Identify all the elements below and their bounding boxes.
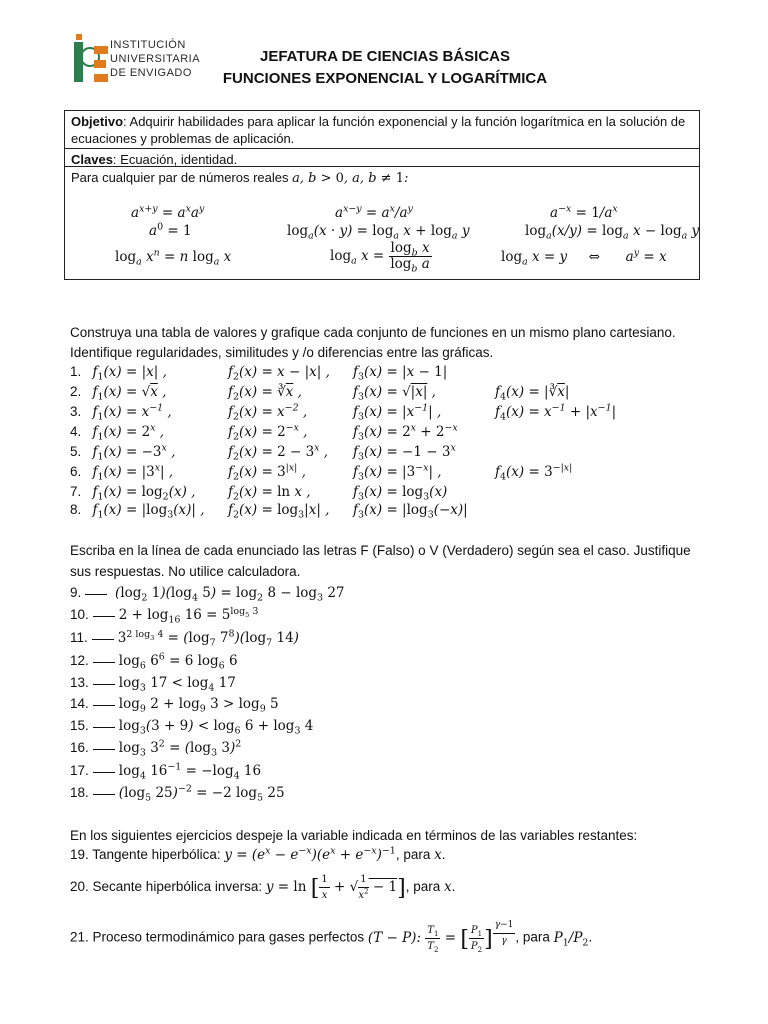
answer-blank-15[interactable] bbox=[93, 727, 115, 728]
formula-change-of-base: $\log_a x$ = $\frac{\log_b x}{\log_b a}$ bbox=[330, 240, 430, 275]
objective-row bbox=[65, 111, 699, 149]
formula-log-product: $\log_a(x \cdot y) = \log_a x + \log_a y$ bbox=[287, 223, 470, 242]
statement-18: 18. ($\log_5$ 25)$^{-2}$ = −2 $\log_5 25$ bbox=[70, 783, 285, 804]
keys-row bbox=[65, 149, 699, 167]
exercise-19-label: 19. Tangente hiperbólica: bbox=[70, 847, 221, 862]
department-title: JEFATURA DE CIENCIAS BÁSICAS bbox=[259, 48, 511, 65]
set-3-f2: $f_2(x) = x^{-2}$ , bbox=[228, 402, 308, 423]
exercise-20-tail: , para bbox=[405, 879, 441, 894]
set-2-f1: 2. $f_1(x) = √x$ , bbox=[70, 384, 167, 403]
formula-log-quotient: $\log_a(x/y) = \log_a x - \log_a y$ bbox=[525, 223, 700, 242]
set-7-f2: $f_2(x) = \ln x$ , bbox=[228, 484, 311, 503]
set-7-f3: $f_3(x) = \log_3(x)$ bbox=[353, 484, 448, 503]
formula-exp-sum: $a^{x+y} = a^xa^y$ bbox=[131, 203, 205, 221]
set-2-f3: $f_3(x) = √|x|$ , bbox=[353, 384, 436, 403]
set-6-f2: $f_2(x) = 3^{|x|}$ , bbox=[228, 462, 306, 483]
set-2-f2: $f_2(x)$ = $∛\overline{x}$ , bbox=[228, 384, 302, 403]
answer-blank-11[interactable] bbox=[92, 639, 114, 640]
exercise-21: 21. Proceso termodinámico para gases perfectos (T − P): $\frac{T_1}{T_2}$ = [ $\frac{P_1}{P_2}$ ] $^{\frac{\gamma-1}{\gamma}}$ , para $P_1/P_2$. bbox=[70, 920, 593, 954]
statement-17: 17. $\log_4 16^{-1} = -\log_4$ 16 bbox=[70, 761, 262, 782]
set-4-f3: $f_3(x) = 2^x + 2^{-x}$ bbox=[353, 422, 458, 443]
statement-11: 11. $3^{2 log_3 4} = (\log_7$ $7^8)(\log_7$ 14) bbox=[70, 628, 299, 649]
logo-line-1: INSTITUCIÓN bbox=[110, 39, 186, 51]
statement-16: 16. $\log_3 3^2 = (\log_3$ 3)$^2$ bbox=[70, 738, 242, 759]
section2-instruction-line2: sus respuestas. No utilice calculadora. bbox=[70, 564, 301, 579]
set-1-f1: 1. $f_1(x) = |x|$ , bbox=[70, 364, 167, 383]
objective-label: Objetivo bbox=[71, 114, 124, 129]
set-5-f2: $f_2(x) = 2 - 3^x$ , bbox=[228, 442, 329, 463]
exercise-21-tail: , para bbox=[515, 929, 550, 945]
statement-9: 9. ($\log_2$ $1)(\log_4$ $5) = \log_2 8 - \log_3 27$ bbox=[70, 585, 345, 604]
set-8-f1: 8. $f_1(x) = |\log_3(x)|$ , bbox=[70, 502, 205, 521]
answer-blank-10[interactable] bbox=[93, 616, 115, 617]
section1-instruction-line1: Construya una tabla de valores y grafique cada conjunto de funciones en un mismo plano cartesiano. bbox=[70, 325, 676, 340]
statement-14: 14. $\log_9 2 + \log_9 3 > \log_9 5$ bbox=[70, 696, 279, 715]
exercise-19: 19. Tangente hiperbólica: $y = (e^x - e^{-x})(e^x + e^{-x})^{-1}$, para x. bbox=[70, 845, 446, 863]
answer-blank-14[interactable] bbox=[93, 705, 115, 706]
statement-10: 10. $2 + \log_{16} 16 = 5^{log_5 3}$ bbox=[70, 605, 259, 626]
formula-log-power: $\log_a x^n = n$ $\log_a x$ bbox=[115, 247, 232, 268]
set-4-f2: $f_2(x) = 2^{-x}$ , bbox=[228, 422, 308, 443]
answer-blank-9[interactable] bbox=[85, 594, 107, 595]
statement-15: 15. $\log_3(3 + 9) < \log_6 6 + \log_3 4$ bbox=[70, 718, 314, 737]
properties-condition: a, b > 0, a, b ≠ 1: bbox=[292, 171, 409, 186]
set-3-f1: 3. $f_1(x) = x^{-1}$ , bbox=[70, 402, 172, 423]
set-6-f1: 6. $f_1(x) = |3^x|$ , bbox=[70, 462, 174, 483]
formula-exp-neg: $a^{-x} = 1/a^x$ bbox=[550, 203, 618, 221]
properties-intro: Para cualquier par de números reales bbox=[71, 170, 289, 185]
set-5-f3: $f_3(x) = -1 - 3^x$ bbox=[353, 442, 456, 463]
section1-instruction-line2: Identifique regularidades, similitudes y /o diferencias entre las gráficas. bbox=[70, 345, 494, 360]
set-5-f1: 5. $f_1(x) = -3^x$ , bbox=[70, 442, 176, 463]
answer-blank-16[interactable] bbox=[93, 749, 115, 750]
set-3-f3: $f_3(x) = |x^{-1}|$ , bbox=[353, 402, 442, 423]
formula-exp-zero: $a^0 = 1$ bbox=[149, 221, 192, 239]
section2-instruction-line1: Escriba en la línea de cada enunciado las letras F (Falso) o V (Verdadero) según sea el caso. Justifique bbox=[70, 543, 691, 558]
set-1-f3: $f_3(x) = |x - 1|$ bbox=[353, 364, 448, 383]
logo-mark-icon bbox=[72, 32, 112, 92]
objective-text: : Adquirir habilidades para aplicar la función exponencial y la función logarítmica en la solución de ecuaciones y problemas de aplicación. bbox=[71, 114, 686, 146]
institution-logo bbox=[72, 32, 202, 94]
formula-exp-diff: $a^{x-y} = a^x/a^y$ bbox=[335, 203, 413, 221]
set-2-f4: $f_4(x)$ = $|∛\overline{x}|$ bbox=[495, 384, 570, 403]
formula-log-definition: $\log_a x = y$ ⇔ $a^y = x$ bbox=[501, 247, 667, 268]
set-8-f3: $f_3(x) = |\log_3(-x)|$ bbox=[353, 502, 468, 521]
logo-line-2: UNIVERSITARIA bbox=[110, 53, 201, 65]
statement-13: 13. $\log_3 17 < \log_4 17$ bbox=[70, 675, 236, 694]
set-3-f4: $f_4(x) = x^{-1} + |x^{-1}|$ bbox=[495, 402, 617, 423]
document-title: FUNCIONES EXPONENCIAL Y LOGARÍTMICA bbox=[222, 70, 548, 87]
keys-label: Claves bbox=[71, 152, 113, 167]
exercise-21-label: 21. Proceso termodinámico para gases perfectos bbox=[70, 929, 365, 945]
objective-box bbox=[64, 110, 700, 280]
exercise-20: 20. Secante hiperbólica inversa: y = ln [ $\frac{1}{x}$ + √ $\frac{1}{x^2}$ − 1], para x. bbox=[70, 874, 456, 901]
set-1-f2: $f_2(x) = x - |x|$ , bbox=[228, 364, 330, 383]
set-4-f1: 4. $f_1(x) = 2^x$ , bbox=[70, 422, 165, 443]
statement-12: 12. $\log_6 6^6 = 6$ $\log_6 6$ bbox=[70, 651, 238, 672]
answer-blank-12[interactable] bbox=[93, 662, 115, 663]
exercise-19-tail: , para bbox=[395, 847, 431, 862]
keys-text: : Ecuación, identidad. bbox=[112, 152, 238, 167]
answer-blank-18[interactable] bbox=[93, 794, 115, 795]
logo-line-3: DE ENVIGADO bbox=[110, 67, 192, 79]
answer-blank-13[interactable] bbox=[93, 684, 115, 685]
logo-text bbox=[110, 38, 200, 80]
set-8-f2: $f_2(x) = \log_3|x|$ , bbox=[228, 502, 330, 521]
exercise-20-label: 20. Secante hiperbólica inversa: bbox=[70, 879, 263, 894]
set-6-f4: $f_4(x) = 3^{-|x|}$ bbox=[495, 462, 573, 483]
set-6-f3: $f_3(x) = |3^{-x}|$ , bbox=[353, 462, 442, 483]
answer-blank-17[interactable] bbox=[93, 772, 115, 773]
section3-instruction: En los siguientes ejercicios despeje la variable indicada en términos de las variables restantes: bbox=[70, 828, 638, 843]
properties-row bbox=[65, 167, 699, 279]
set-7-f1: 7. $f_1(x) = \log_2(x)$ , bbox=[70, 484, 196, 503]
